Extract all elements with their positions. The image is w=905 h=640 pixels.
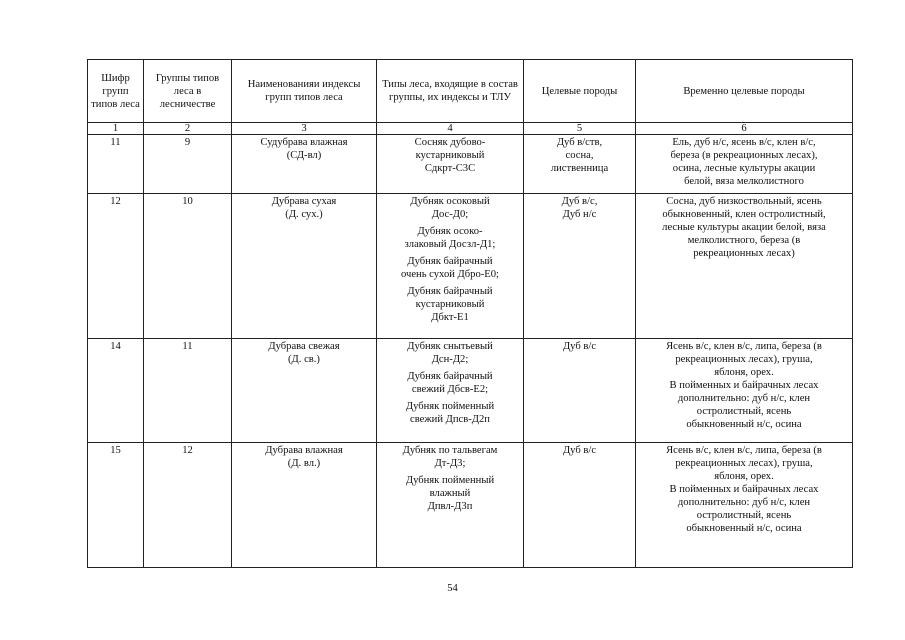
temp-line: рекреационных лесах), груша, bbox=[675, 458, 813, 469]
cell-name bbox=[232, 135, 377, 194]
cell-target bbox=[524, 443, 636, 568]
temp-line: лесные культуры акации белой, вяза bbox=[662, 222, 826, 233]
cell-name bbox=[232, 339, 377, 443]
temp-line: В пойменных и байрачных лесах bbox=[669, 484, 819, 495]
temp-line: В пойменных и байрачных лесах bbox=[669, 380, 819, 391]
header-group: Группы типов леса в лесничестве bbox=[144, 60, 232, 123]
temp-line: Сосна, дуб низкоствольный, ясень bbox=[666, 196, 822, 207]
name-line: (Д. сух.) bbox=[285, 209, 323, 220]
type-line: кустарниковый bbox=[415, 299, 485, 310]
column-number: 2 bbox=[144, 123, 232, 135]
type-line: Дубняк по тальвегам bbox=[402, 445, 498, 456]
temp-line: обыкновенный н/с, осина bbox=[686, 419, 802, 430]
cell-code: 14 bbox=[88, 339, 144, 443]
type-line: Дубняк пойменный bbox=[405, 475, 495, 486]
name-line: Дубрава сухая bbox=[271, 196, 337, 207]
type-line: Дубняк осоко- bbox=[417, 226, 483, 237]
cell-types bbox=[377, 443, 524, 568]
target-line: сосна, bbox=[565, 150, 594, 161]
cell-types bbox=[377, 194, 524, 339]
temp-line: осина, лесные культуры акации bbox=[672, 163, 816, 174]
forest-type bbox=[379, 444, 521, 470]
forest-type bbox=[379, 340, 521, 366]
type-line: очень сухой Дбро-Е0; bbox=[400, 269, 500, 280]
forest-type bbox=[379, 474, 521, 513]
table-row bbox=[88, 443, 853, 568]
header-temp: Временно целевые породы bbox=[636, 60, 853, 123]
target-line: Дуб в/с, bbox=[561, 196, 598, 207]
name-line: Дубрава свежая bbox=[268, 341, 340, 352]
forest-type bbox=[379, 285, 521, 324]
temp-line: остролистный, ясень bbox=[696, 510, 792, 521]
name-line: (Д. св.) bbox=[288, 354, 320, 365]
cell-types bbox=[377, 339, 524, 443]
temp-line: береза (в рекреационных лесах), bbox=[670, 150, 818, 161]
type-line: Дубняк байрачный bbox=[407, 371, 493, 382]
forest-type bbox=[379, 225, 521, 251]
type-line: Дос-Д0; bbox=[431, 209, 469, 220]
target-line: Дуб н/с bbox=[562, 209, 597, 220]
temp-line: рекреационных лесах), груша, bbox=[675, 354, 813, 365]
column-number: 1 bbox=[88, 123, 144, 135]
cell-group: 9 bbox=[144, 135, 232, 194]
header-name: Наименованияи индексы групп типов леса bbox=[232, 60, 377, 123]
cell-group: 11 bbox=[144, 339, 232, 443]
type-line: злаковый Досзл-Д1; bbox=[404, 239, 496, 250]
temp-line: обыкновенный н/с, осина bbox=[686, 523, 802, 534]
forest-type bbox=[379, 400, 521, 426]
cell-code: 11 bbox=[88, 135, 144, 194]
cell-name bbox=[232, 194, 377, 339]
temp-line: яблоня, орех. bbox=[714, 367, 774, 378]
type-line: Дт-Д3; bbox=[434, 458, 466, 469]
name-line: Дубрава влажная bbox=[265, 445, 343, 456]
name-line: (СД-вл) bbox=[286, 150, 322, 161]
type-line: Сдкрт-С3С bbox=[424, 163, 476, 174]
type-line: свежий Дбсв-Е2; bbox=[411, 384, 489, 395]
header-row bbox=[88, 60, 853, 123]
target-line: Дуб в/с bbox=[562, 445, 597, 456]
cell-temp bbox=[636, 194, 853, 339]
temp-line: Ясень в/с, клен в/с, липа, береза (в bbox=[666, 341, 822, 352]
header-target: Целевые породы bbox=[524, 60, 636, 123]
type-line: кустарниковый bbox=[415, 150, 485, 161]
temp-line: белой, вяза мелколистного bbox=[684, 176, 804, 187]
type-line: Дубняк байрачный bbox=[407, 256, 493, 267]
temp-line: яблоня, орех. bbox=[714, 471, 774, 482]
cell-target bbox=[524, 339, 636, 443]
type-line: Дпвл-Д3п bbox=[427, 501, 473, 512]
temp-line: дополнительно: дуб н/с, клен bbox=[677, 497, 811, 508]
table-row bbox=[88, 135, 853, 194]
temp-line: дополнительно: дуб н/с, клен bbox=[677, 393, 811, 404]
target-line: Дуб в/ств, bbox=[556, 137, 603, 148]
cell-name bbox=[232, 443, 377, 568]
table-row bbox=[88, 339, 853, 443]
forest-type bbox=[379, 136, 521, 175]
target-line: Дуб в/с bbox=[562, 341, 597, 352]
cell-group: 10 bbox=[144, 194, 232, 339]
temp-line: рекреационных лесах) bbox=[693, 248, 795, 259]
cell-temp bbox=[636, 443, 853, 568]
page-number: 54 bbox=[447, 583, 458, 594]
forest-type bbox=[379, 195, 521, 221]
table-row bbox=[88, 194, 853, 339]
name-line: (Д. вл.) bbox=[287, 458, 321, 469]
column-number: 4 bbox=[377, 123, 524, 135]
cell-code: 12 bbox=[88, 194, 144, 339]
cell-target bbox=[524, 135, 636, 194]
cell-temp bbox=[636, 339, 853, 443]
type-line: Дубняк осоковый bbox=[410, 196, 490, 207]
cell-target bbox=[524, 194, 636, 339]
cell-group: 12 bbox=[144, 443, 232, 568]
temp-line: мелколистного, береза (в bbox=[687, 235, 801, 246]
cell-code: 15 bbox=[88, 443, 144, 568]
temp-line: Ясень в/с, клен в/с, липа, береза (в bbox=[666, 445, 822, 456]
type-line: Дсн-Д2; bbox=[431, 354, 469, 365]
cell-temp bbox=[636, 135, 853, 194]
type-line: Дубняк пойменный bbox=[405, 401, 495, 412]
name-line: Судубрава влажная bbox=[260, 137, 348, 148]
type-line: Дубняк снытьевый bbox=[407, 341, 493, 352]
temp-line: Ель, дуб н/с, ясень в/с, клен в/с, bbox=[672, 137, 816, 148]
type-line: влажный bbox=[429, 488, 471, 499]
column-number: 6 bbox=[636, 123, 853, 135]
type-line: свежий Дпсв-Д2п bbox=[410, 414, 490, 425]
cell-types bbox=[377, 135, 524, 194]
type-line: Сосняк дубово- bbox=[414, 137, 486, 148]
header-types: Типы леса, входящие в состав группы, их индексы и ТЛУ bbox=[377, 60, 524, 123]
header-code: Шифр групп типов леса bbox=[88, 60, 144, 123]
forest-type bbox=[379, 255, 521, 281]
column-number-row bbox=[88, 123, 853, 135]
temp-line: обыкновенный, клен остролистный, bbox=[662, 209, 826, 220]
column-number: 3 bbox=[232, 123, 377, 135]
target-line: лиственница bbox=[550, 163, 609, 174]
column-number: 5 bbox=[524, 123, 636, 135]
type-line: Дубняк байрачный bbox=[407, 286, 493, 297]
forest-type bbox=[379, 370, 521, 396]
forest-types-table bbox=[87, 59, 853, 568]
type-line: Дбкт-Е1 bbox=[431, 312, 469, 323]
temp-line: остролистный, ясень bbox=[696, 406, 792, 417]
